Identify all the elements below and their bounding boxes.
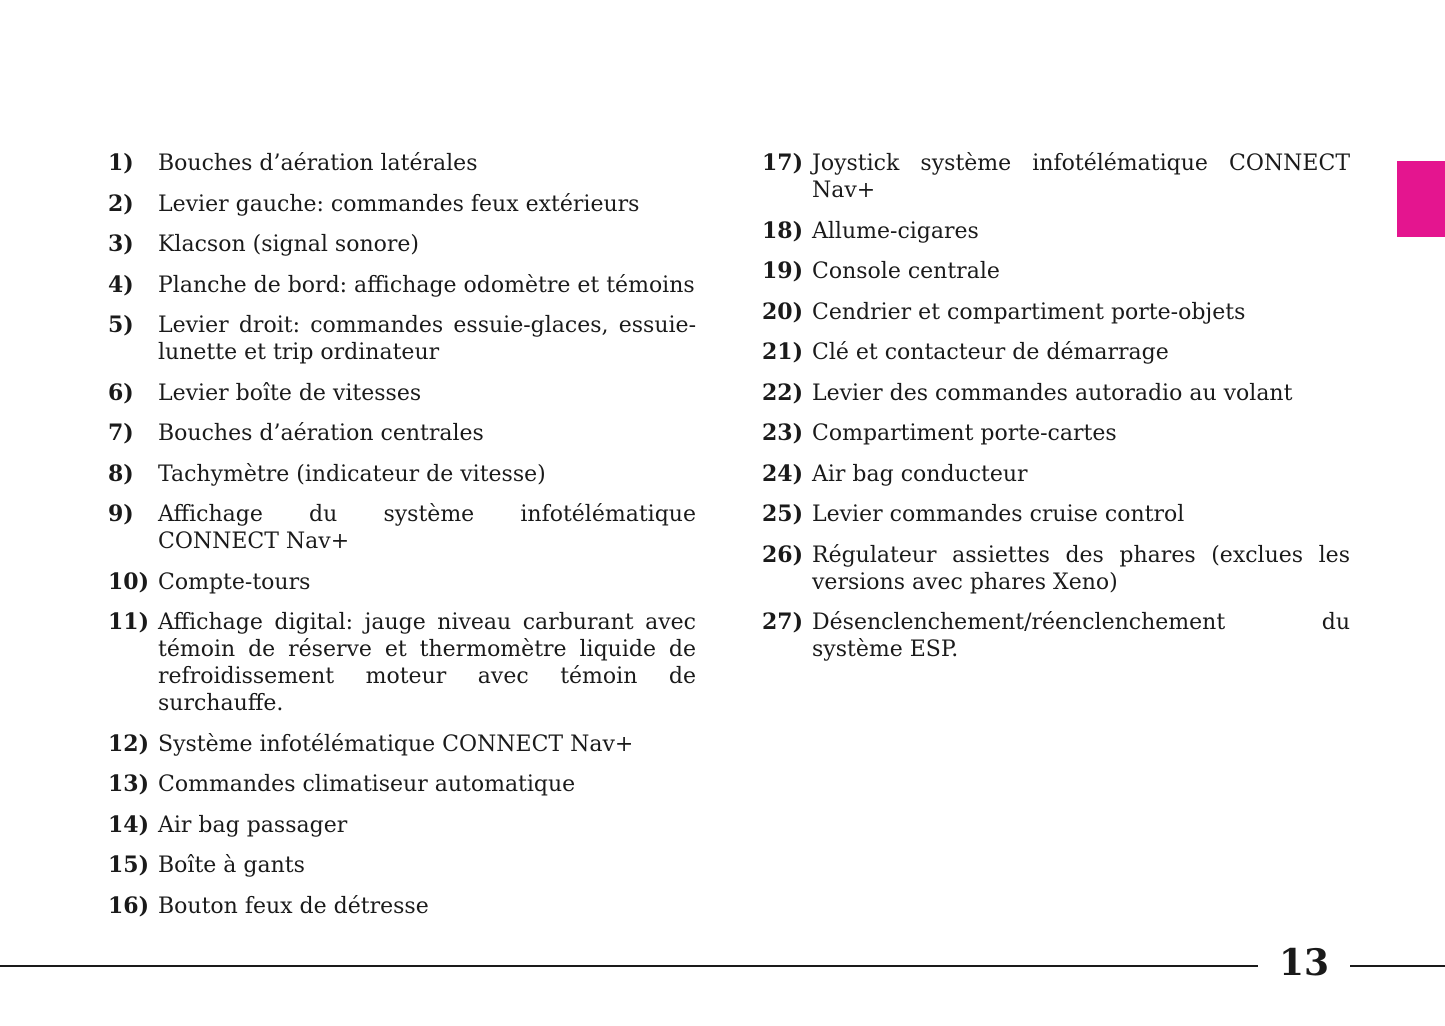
list-item: [108, 312, 696, 366]
list-item: [108, 771, 696, 798]
item-label: Désenclenchement/réenclenchement du système ESP.: [812, 610, 1350, 662]
list-item: [762, 501, 1350, 528]
item-number: 26): [762, 541, 804, 568]
item-number: 21): [762, 339, 804, 365]
list-item: [762, 380, 1350, 407]
item-number: 9): [108, 501, 134, 527]
item-number: 27): [762, 609, 804, 635]
list-item: [762, 150, 1350, 204]
item-label: Console centrale: [812, 259, 1000, 284]
item-number: 14): [108, 811, 150, 838]
item-label: Levier commandes cruise control: [812, 502, 1185, 527]
item-number: 16): [108, 892, 150, 919]
item-number: 4): [108, 271, 134, 298]
item-number: 13): [108, 771, 150, 797]
list-item: [108, 272, 696, 299]
item-number: 1): [108, 150, 134, 176]
list-item: [108, 380, 696, 407]
list-item: [108, 501, 696, 555]
item-label: Bouton feux de détresse: [158, 893, 429, 919]
item-label: Compte-tours: [158, 569, 311, 595]
item-label: Planche de bord: affichage odomètre et témoins: [158, 272, 695, 298]
list-item: [108, 150, 696, 177]
list-item: [762, 461, 1350, 488]
list-item: [108, 812, 696, 839]
list-item: [108, 231, 696, 258]
section-edge-tab: [1397, 161, 1445, 237]
item-label: Commandes climatiseur automatique: [158, 772, 576, 797]
item-label: Levier des commandes autoradio au volant: [812, 380, 1293, 406]
footer-divider-left: [0, 965, 1258, 967]
item-number: 10): [108, 568, 150, 595]
item-number: 23): [762, 420, 804, 446]
item-label: Air bag conducteur: [812, 461, 1028, 487]
item-number: 3): [108, 231, 134, 257]
item-number: 25): [762, 501, 804, 527]
item-label: Compartiment porte-cartes: [812, 421, 1117, 446]
item-label: Allume-cigares: [812, 218, 979, 244]
list-item: [108, 609, 696, 717]
item-number: 11): [108, 609, 150, 635]
list-item: [108, 731, 696, 758]
item-label: Joystick système infotélématique CONNECT Nav+: [812, 151, 1350, 203]
item-number: 15): [108, 852, 150, 878]
page-number: 13: [1278, 942, 1330, 984]
item-label: Affichage digital: jauge niveau carburant avec témoin de réserve et thermomètre liquide de refroidissement moteur avec témoin de surchauffe.: [158, 610, 696, 716]
item-number: 22): [762, 379, 804, 406]
item-number: 7): [108, 420, 134, 446]
list-item: [762, 339, 1350, 366]
item-number: 17): [762, 150, 804, 176]
item-label: Clé et contacteur de démarrage: [812, 340, 1169, 365]
list-item: [762, 609, 1350, 663]
item-number: 18): [762, 217, 804, 244]
item-label: Tachymètre (indicateur de vitesse): [158, 461, 546, 487]
item-number: 24): [762, 460, 804, 487]
list-item: [762, 258, 1350, 285]
item-label: Levier gauche: commandes feux extérieurs: [158, 191, 640, 217]
list-item: [762, 420, 1350, 447]
item-label: Régulateur assiettes des phares (exclues les versions avec phares Xeno): [812, 542, 1350, 595]
item-label: Boîte à gants: [158, 853, 305, 878]
item-label: Cendrier et compartiment porte-objets: [812, 299, 1246, 325]
list-item: [108, 420, 696, 447]
list-item: [108, 893, 696, 920]
item-number: 2): [108, 190, 134, 217]
list-item: [762, 218, 1350, 245]
item-number: 12): [108, 730, 150, 757]
item-number: 8): [108, 460, 134, 487]
item-number: 6): [108, 379, 134, 406]
footer-divider-right: [1350, 965, 1445, 967]
legend-list-right: [762, 150, 1350, 677]
item-label: Klacson (signal sonore): [158, 232, 419, 257]
list-item: [108, 461, 696, 488]
item-label: Affichage du système infotélématique CONNECT Nav+: [158, 502, 696, 554]
item-label: Bouches d’aération centrales: [158, 421, 484, 446]
list-item: [108, 569, 696, 596]
item-label: Air bag passager: [158, 812, 348, 838]
item-label: Système infotélématique CONNECT Nav+: [158, 731, 634, 757]
list-item: [108, 852, 696, 879]
list-item: [762, 542, 1350, 596]
list-item: [762, 299, 1350, 326]
item-number: 5): [108, 312, 134, 338]
item-label: Levier boîte de vitesses: [158, 380, 422, 406]
legend-list-left: [108, 150, 696, 933]
list-item: [108, 191, 696, 218]
item-number: 20): [762, 298, 804, 325]
item-number: 19): [762, 258, 804, 284]
item-label: Levier droit: commandes essuie-glaces, essuie-lunette et trip ordinateur: [158, 313, 696, 365]
item-label: Bouches d’aération latérales: [158, 151, 478, 176]
